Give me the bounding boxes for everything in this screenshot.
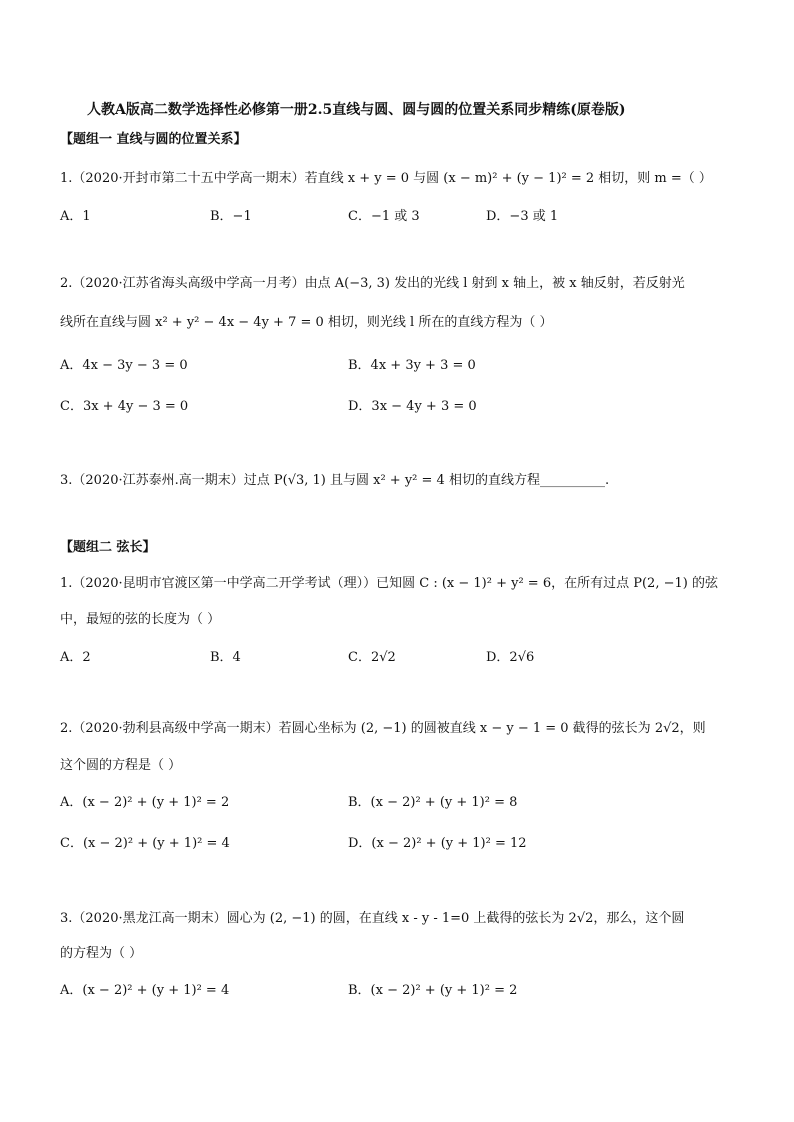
chord-question-1-option-a: A．2 [60,650,91,665]
chord-question-2-option-b: B．(x − 2)² + (y + 1)² = 8 [348,795,518,810]
chord-question-1-option-d: D．2√6 [486,650,535,665]
chord-question-3-stem-line2: 的方程为（ ） [60,946,143,961]
question-3-stem: 3.（2020·江苏泰州.高一期末）过点 P(√3, 1) 且与圆 x² + y² = 4 相切的直线方程__________. [60,473,610,488]
question-2-option-c: C．3x + 4y − 3 = 0 [60,399,189,414]
question-1-option-a: A．1 [60,209,91,224]
question-1-option-b: B．−1 [210,209,252,224]
chord-question-2-option-d: D．(x − 2)² + (y + 1)² = 12 [348,836,527,851]
question-2-option-a: A．4x − 3y − 3 = 0 [60,358,188,373]
question-2-stem-line2: 线所在直线与圆 x² + y² − 4x − 4y + 7 = 0 相切，则光线 l 所在的直线方程为（ ） [60,315,553,330]
chord-question-2-option-c: C．(x − 2)² + (y + 1)² = 4 [60,836,230,851]
chord-question-3-option-a: A．(x − 2)² + (y + 1)² = 4 [60,983,230,998]
document-title: 人教A版高二数学选择性必修第一册2.5直线与圆、圆与圆的位置关系同步精练(原卷版) [87,102,626,118]
question-1-option-d: D．−3 或 1 [486,209,559,224]
chord-question-2-stem-line2: 这个圆的方程是（ ） [60,758,182,773]
section-header-group1: 【题组一 直线与圆的位置关系】 [60,132,247,147]
chord-question-1-stem-line2: 中，最短的弦的长度为（ ） [60,612,221,627]
chord-question-2-option-a: A．(x − 2)² + (y + 1)² = 2 [60,795,230,810]
chord-question-1-stem-line1: 1.（2020·昆明市官渡区第一中学高二开学考试（理））已知圆 C : (x − 1)² + y² = 6，在所有过点 P(2, −1) 的弦 [60,576,718,591]
chord-question-3-option-b: B．(x − 2)² + (y + 1)² = 2 [348,983,518,998]
chord-question-1-option-c: C．2√2 [348,650,396,665]
question-2-option-d: D．3x − 4y + 3 = 0 [348,399,477,414]
chord-question-1-option-b: B．4 [210,650,241,665]
section-header-group2: 【题组二 弦长】 [60,540,156,555]
question-1-stem: 1.（2020·开封市第二十五中学高一期末）若直线 x + y = 0 与圆 (x − m)² + (y − 1)² = 2 相切，则 m =（ ） [60,171,712,186]
chord-question-3-stem-line1: 3.（2020·黑龙江高一期末）圆心为 (2, −1) 的圆，在直线 x - y - 1=0 上截得的弦长为 2√2，那么，这个圆 [60,911,685,926]
question-1-option-c: C．−1 或 3 [348,209,420,224]
question-2-option-b: B．4x + 3y + 3 = 0 [348,358,476,373]
chord-question-2-stem-line1: 2.（2020·勃利县高级中学高一期末）若圆心坐标为 (2, −1) 的圆被直线 x − y − 1 = 0 截得的弦长为 2√2，则 [60,721,706,736]
question-2-stem-line1: 2.（2020·江苏省海头高级中学高一月考）由点 A(−3, 3) 发出的光线 l 射到 x 轴上，被 x 轴反射，若反射光 [60,276,685,291]
